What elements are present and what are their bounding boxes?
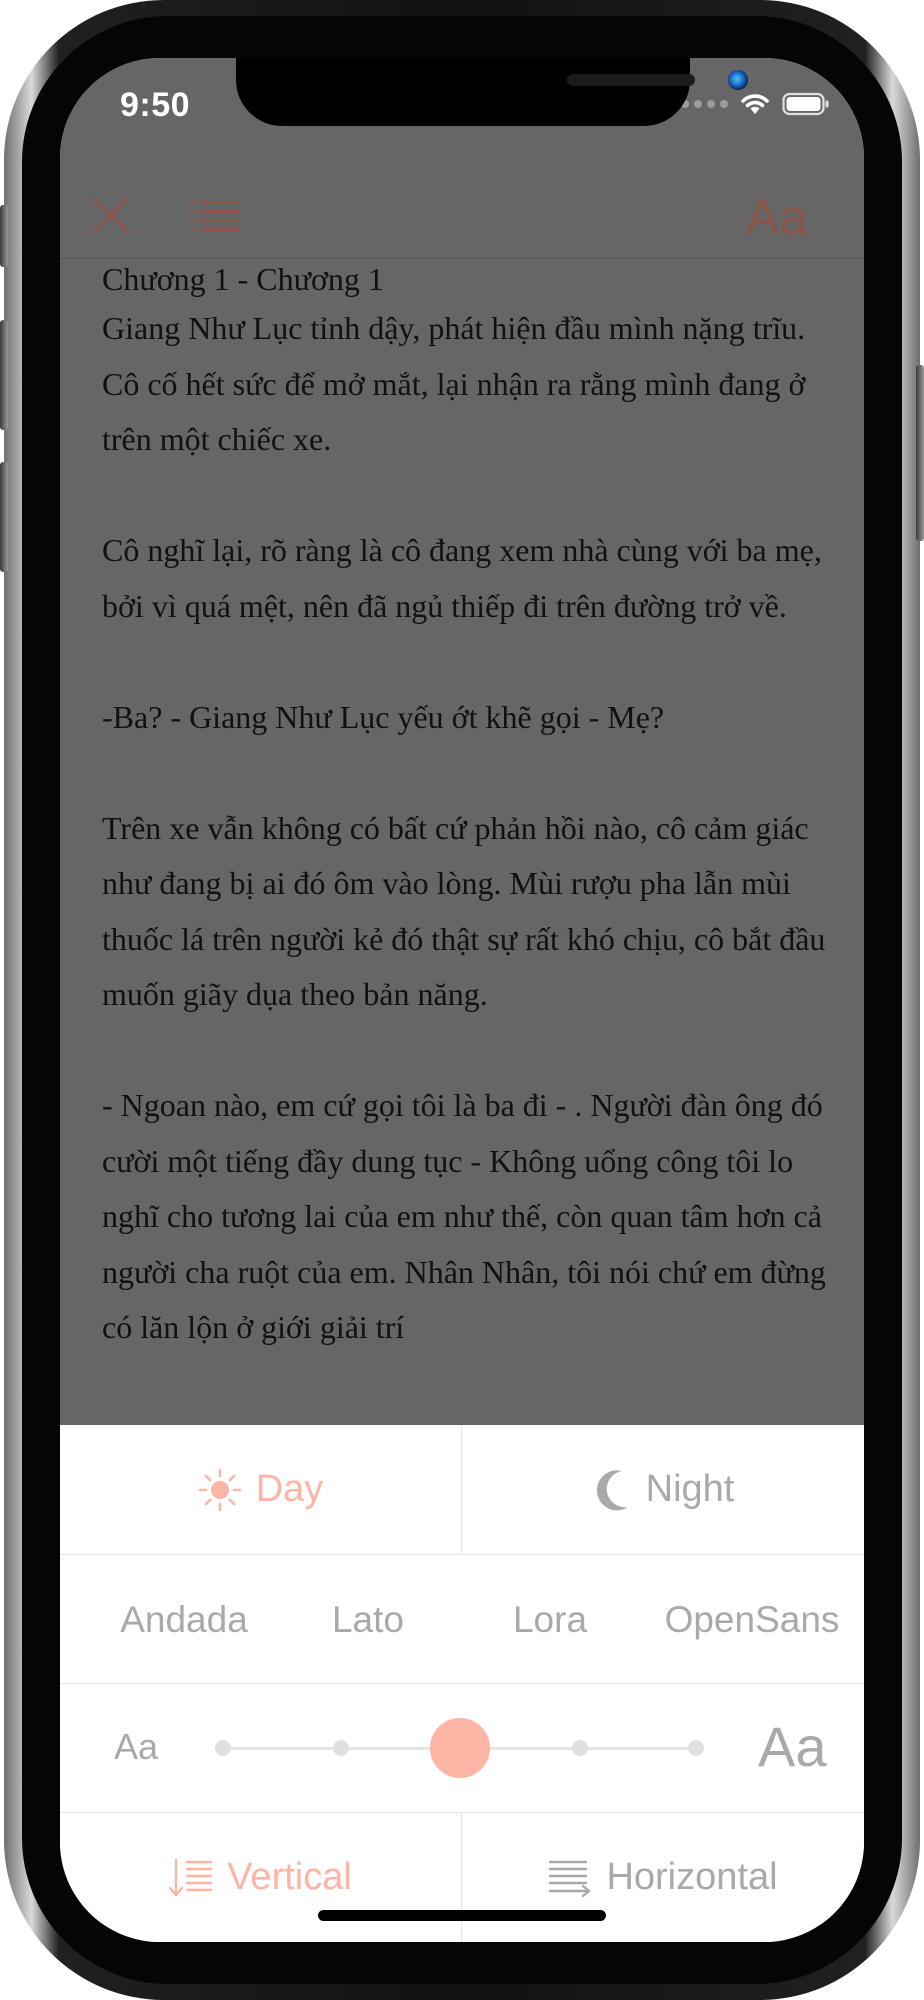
reader-view[interactable] [60, 58, 864, 1425]
paragraph: Cô nghĩ lại, rõ ràng là cô đang xem nhà cùng với ba mẹ, bởi vì quá mệt, nên đã ngủ thiếp đi trên đường trở về. [102, 532, 822, 624]
wifi-icon [740, 92, 770, 116]
font-size-slider-thumb[interactable] [430, 1718, 490, 1778]
battery-icon [782, 92, 830, 116]
horizontal-label: Horizontal [606, 1856, 778, 1898]
volume-down-button [0, 462, 8, 572]
reader-toolbar [60, 174, 864, 259]
font-size-row [60, 1683, 864, 1812]
font-size-step[interactable] [215, 1740, 231, 1756]
paragraph: - Ngoan nào, em cứ gọi tôi là ba đi - . Người đàn ông đó cười một tiếng đầy dung tục - Không uổng công tôi lo nghĩ cho tương lai của em như thế, còn quan tâm hơn cả người cha ruột của em. Nhân Nhân, tôi nói chứ em đừng có lăn lộn ở giới giải trí [102, 1087, 826, 1345]
status-indicators [681, 92, 830, 116]
font-option-lato[interactable]: Lato [331, 1598, 404, 1640]
font-option-andada[interactable]: Andada [120, 1598, 248, 1640]
screen [60, 58, 864, 1942]
font-option-opensans[interactable]: OpenSans [664, 1598, 840, 1640]
notch [236, 58, 690, 126]
decrease-font-size-button[interactable]: Aa [114, 1726, 159, 1767]
font-settings-button[interactable] [746, 182, 807, 252]
reader-settings-panel [60, 1425, 864, 1942]
paragraph: Trên xe vẫn không có bất cứ phản hồi nào, cô cảm giác như đang bị ai đó ôm vào lòng. Mùi rượu pha lẫn mùi thuốc lá trên người kẻ đó thật sự rất khó chịu, cô bắt đầu muốn giãy dụa theo bản năng. [102, 809, 826, 1012]
font-option-lora[interactable]: Lora [512, 1598, 588, 1640]
horizontal-scroll-icon [548, 1858, 592, 1898]
volume-up-button [0, 320, 8, 430]
night-theme-button[interactable] [462, 1425, 864, 1554]
list-icon[interactable] [190, 200, 240, 232]
close-icon[interactable] [90, 194, 132, 236]
font-size-step[interactable] [572, 1740, 588, 1756]
vertical-label: Vertical [227, 1856, 352, 1898]
front-camera [728, 70, 748, 90]
chapter-content [102, 258, 827, 1411]
font-size-step[interactable] [688, 1740, 704, 1756]
home-indicator[interactable] [318, 1910, 606, 1921]
cellular-signal-icon [681, 100, 728, 108]
night-label: Night [645, 1468, 735, 1510]
scroll-direction-row [60, 1812, 864, 1942]
font-family-row [60, 1554, 864, 1683]
font-size-step[interactable] [333, 1740, 349, 1756]
sun-icon [198, 1468, 242, 1512]
paragraph: -Ba? - Giang Như Lục yếu ớt khẽ gọi - Mẹ? [102, 698, 665, 735]
day-theme-button[interactable] [60, 1425, 461, 1554]
speaker-grille [567, 74, 695, 86]
horizontal-scroll-button[interactable] [462, 1813, 864, 1942]
mute-switch [0, 205, 8, 267]
vertical-scroll-icon [169, 1858, 213, 1898]
font-settings-label: Aa [746, 189, 808, 245]
chapter-title: Chương 1 - Chương 1 [102, 261, 384, 297]
theme-row [60, 1425, 864, 1554]
day-label: Day [255, 1468, 324, 1510]
moon-icon [592, 1467, 632, 1513]
power-button [916, 365, 924, 541]
status-time: 9:50 [120, 86, 191, 124]
vertical-scroll-button[interactable] [60, 1813, 461, 1942]
paragraph: Giang Như Lục tỉnh dậy, phát hiện đầu mình nặng trĩu. Cô cố hết sức để mở mắt, lại nhận ra rằng mình đang ở trên một chiếc xe. [102, 310, 806, 457]
increase-font-size-button[interactable]: Aa [758, 1715, 827, 1778]
